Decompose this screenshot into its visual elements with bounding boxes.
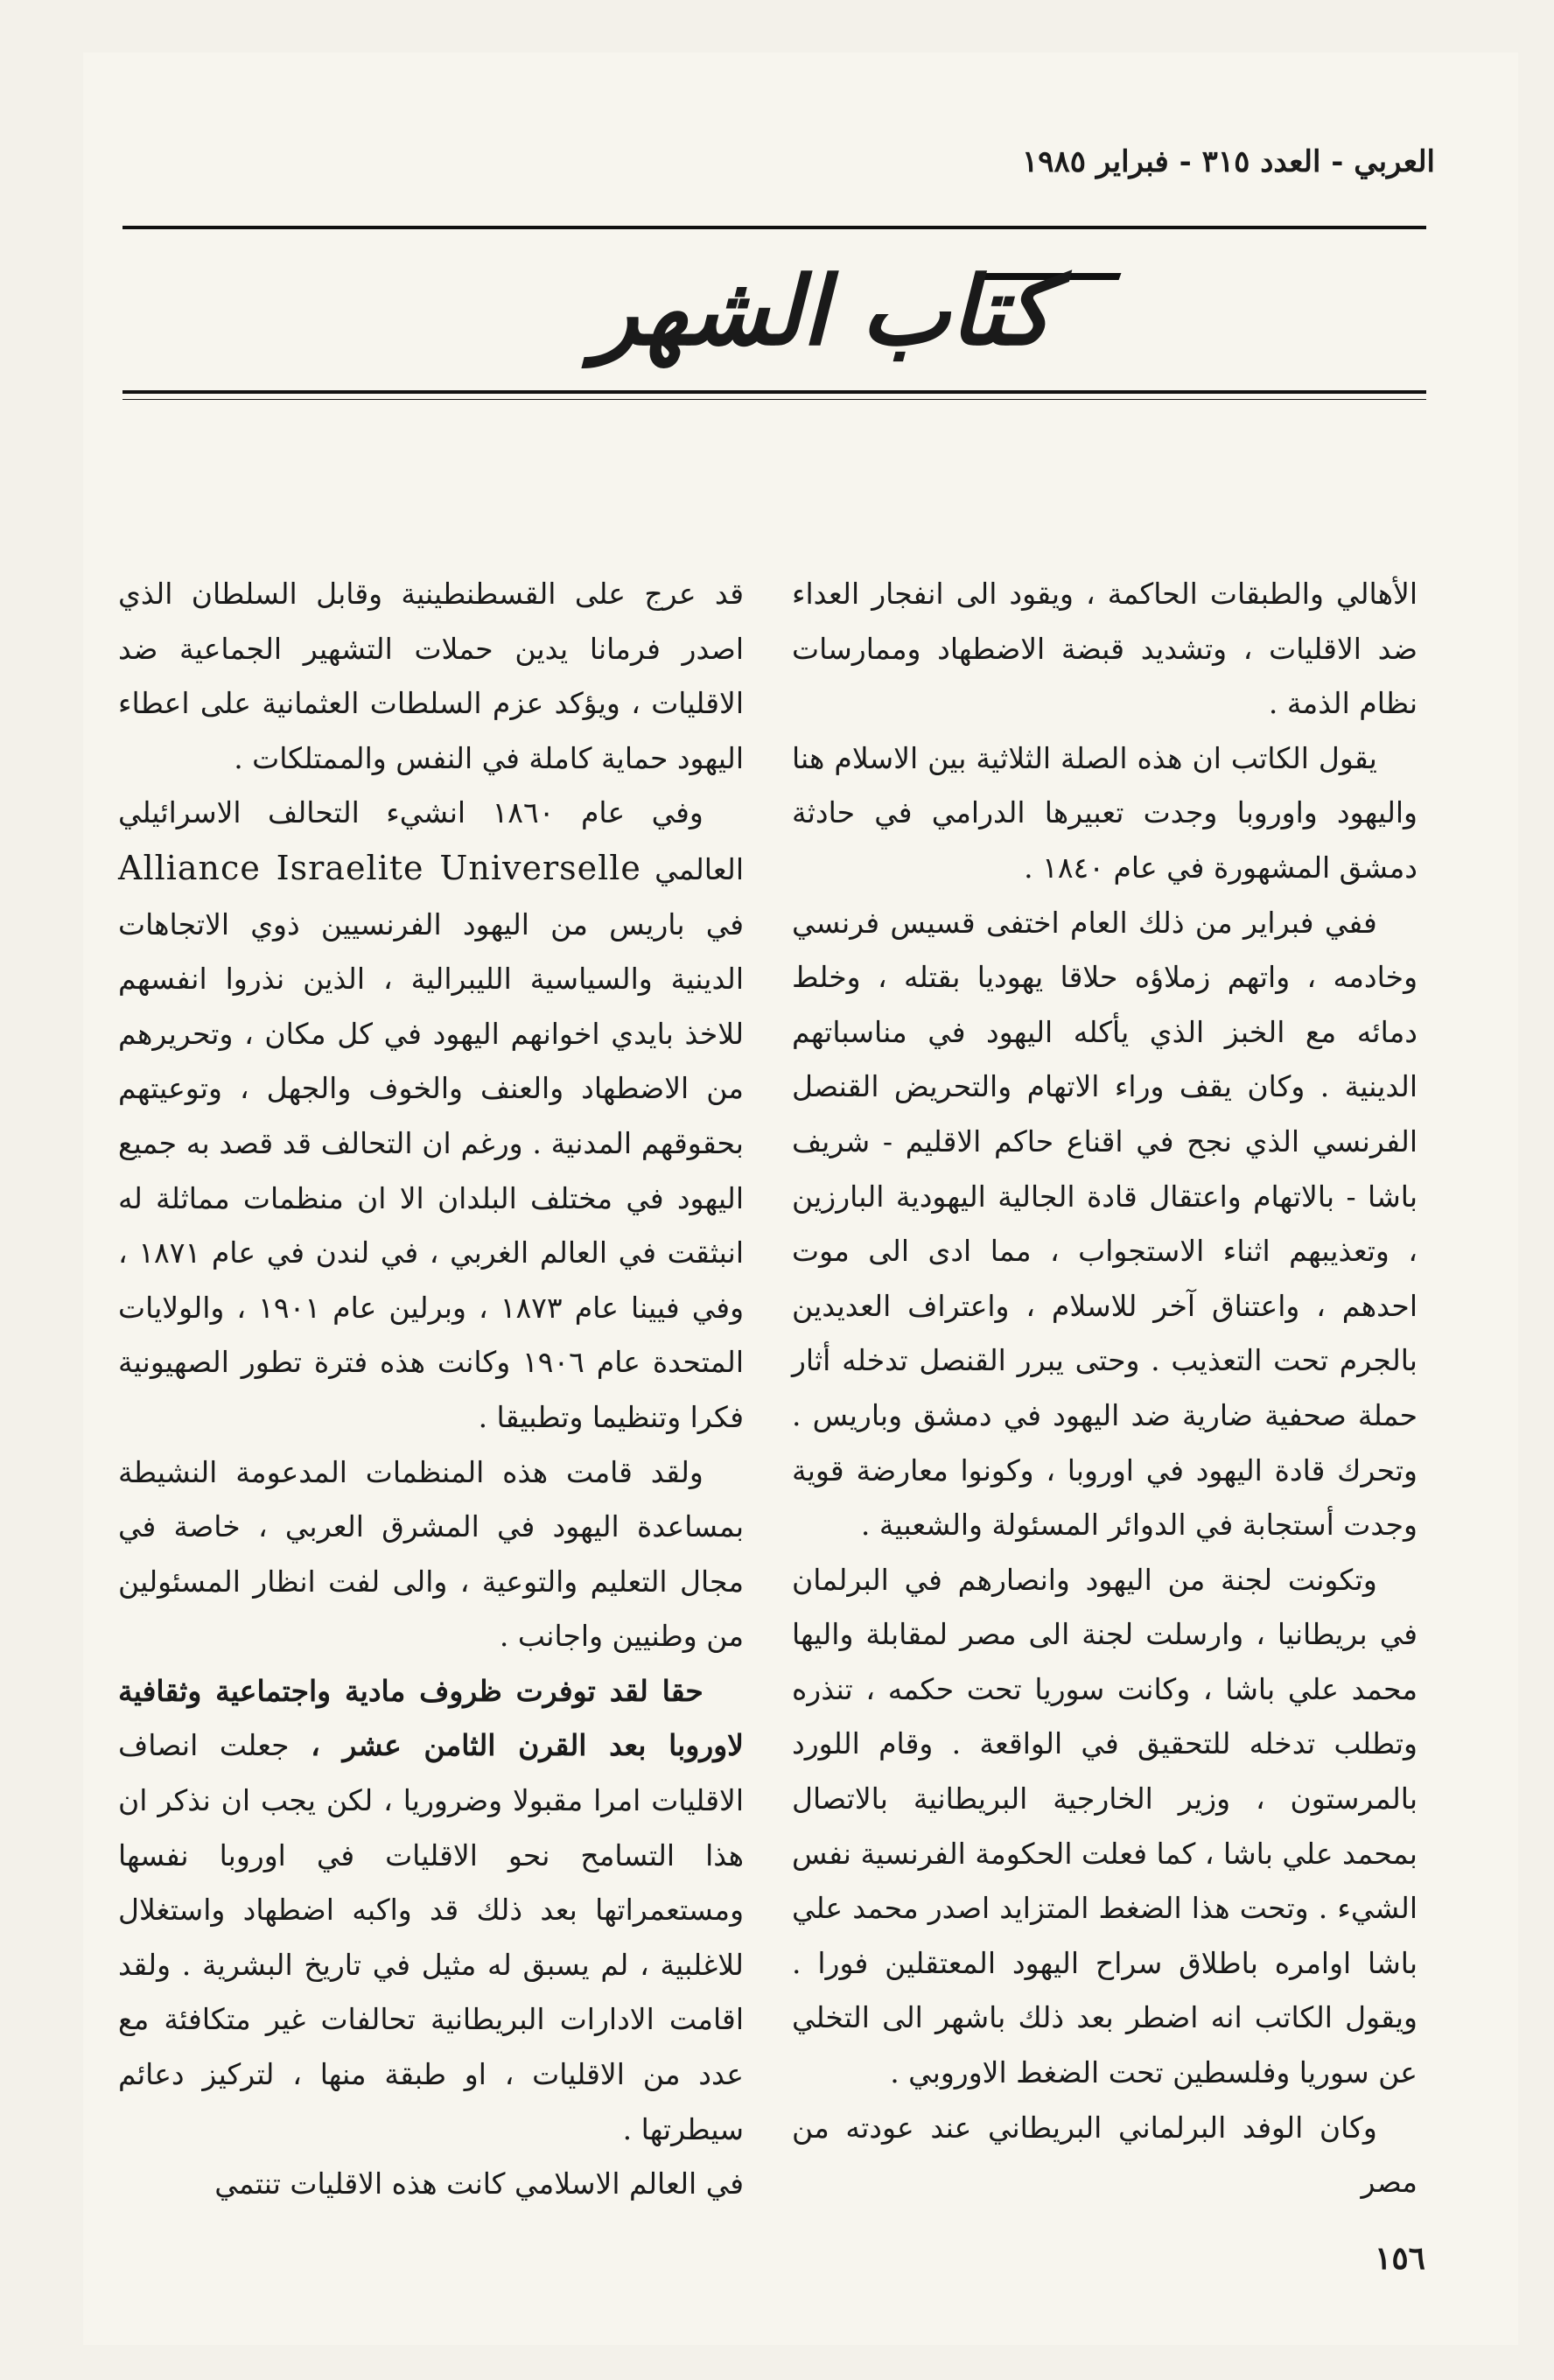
paragraph-alliance (118, 786, 744, 1445)
page-number: ١٥٦ (1374, 2240, 1425, 2277)
alliance-latin-name: Alliance Israelite Universelle (118, 848, 641, 887)
title-rule-top (122, 226, 1426, 229)
running-head: العربي - العدد ٣١٥ - فبراير ١٩٨٥ (1021, 144, 1435, 179)
paragraph-emphasis (118, 1664, 744, 2157)
paragraph: وكان الوفد البرلماني البريطاني عند عودته من مصر (792, 2110, 1418, 2200)
bold-lead-text: حقا لقد توفرت ظروف مادية واجتماعية وثقافية لاوروبا بعد القرن الثامن عشر ، (118, 1673, 744, 1763)
title-rule-bottom (122, 390, 1426, 394)
article-column-left (118, 567, 744, 2212)
paragraph: الأهالي والطبقات الحاكمة ، ويقود الى انفجار العداء ضد الاقليات ، وتشديد قبضة الاضطهاد وممارسات نظام الذمة . (792, 577, 1418, 721)
title-rule-bottom-thin (122, 399, 1426, 400)
article-column-right (792, 567, 1418, 2210)
paragraph: قد عرج على القسطنطينية وقابل السلطان الذي اصدر فرمانا يدين حملات التشهير الجماعية ضد الاقليات ، ويؤكد عزم السلطات العثمانية على اعطاء اليهود حماية كاملة في النفس والممتلكات . (118, 577, 744, 775)
paragraph: يقول الكاتب ان هذه الصلة الثلاثية بين الاسلام هنا واليهود واوروبا وجدت تعبيرها الدرامي في حادثة دمشق المشهورة في عام ١٨٤٠ . (792, 740, 1418, 885)
paragraph: ولقد قامت هذه المنظمات المدعومة النشيطة بمساعدة اليهود في المشرق العربي ، خاصة في مجال التعليم والتوعية ، والى لفت انظار المسئولين من وطنيين واجانب . (118, 1454, 744, 1654)
paragraph: ففي فبراير من ذلك العام اختفى قسيس فرنسي وخادمه ، واتهم زملاؤه حلاقا يهوديا بقتله ، وخلط دمائه مع الخبز الذي يأكله اليهود في مناسباتهم الدينية . وكان يقف وراء الاتهام والتحريض القنصل الفرنسي الذي نجح في اقناع حاكم الاقليم - شريف باشا - بالاتهام واعتقال قادة الجالية اليهودية البارزين ، وتعذيبهم اثناء الاستجواب ، مما ادى الى موت احدهم ، واعتناق آخر للاسلام ، واعتراف العديدين بالجرم تحت التعذيب . وحتى يبرر القنصل تدخله أثار حملة صحفية ضارية ضد اليهود في دمشق وباريس . وتحرك قادة اليهود في اوروبا ، وكونوا معارضة قوية وجدت أستجابة في الدوائر المسئولة والشعبية . (792, 905, 1418, 1543)
paragraph-text: جعلت انصاف الاقليات امرا مقبولا وضروريا ، لكن يجب ان نذكر ان هذا التسامح نحو الاقليات في اوروبا نفسها ومستعمراتها بعد ذلك قد واكبه اضطهاد واستغلال للاغلبية ، لم يسبق له مثيل في تاريخ البشرية . ولقد اقامت الادارات البريطانية تحالفات غير متكافئة مع عدد من الاقليات ، او طبقة منها ، لتركيز دعائم سيطرتها . (118, 1728, 744, 2146)
paragraph: في العالم الاسلامي كانت هذه الاقليات تنتمي (214, 2166, 744, 2202)
paragraph: وتكونت لجنة من اليهود وانصارهم في البرلمان في بريطانيا ، وارسلت لجنة الى مصر لمقابلة واليها محمد علي باشا ، وكانت سوريا تحت حكمه ، تنذره وتطلب تدخله للتحقيق في الواقعة . وقام اللورد بالمرستون ، وزير الخارجية البريطانية بالاتصال بمحمد علي باشا ، كما فعلت الحكومة الفرنسية نفس الشيء . وتحت هذا الضغط المتزايد اصدر محمد علي باشا اوامره باطلاق سراح اليهود المعتقلين فورا . ويقول الكاتب انه اضطر بعد ذلك باشهر الى التخلي عن سوريا وفلسطين تحت الضغط الاوروبي . (792, 1562, 1418, 2090)
paragraph-text: في باريس من اليهود الفرنسيين ذوي الاتجاهات الدينية والسياسية الليبرالية ، الذين نذروا انفسهم للاخذ بايدي اخوانهم اليهود في كل مكان ، وتحريرهم من الاضطهاد والعنف والخوف والجهل ، وتوعيتهم بحقوقهم المدنية . ورغم ان التحالف قد قصد به جميع اليهود في مختلف البلدان الا ان منظمات مماثلة له انبثقت في العالم الغربي ، في لندن في عام ١٨٧١ ، وفي فيينا عام ١٨٧٣ ، وبرلين عام ١٩٠١ ، والولايات المتحدة عام ١٩٠٦ وكانت هذه فترة تطور الصهيونية فكرا وتنظيما وتطبيقا . (118, 906, 745, 1434)
section-title: كتاب الشهر (592, 257, 1053, 367)
paragraph-text: وفي عام ١٨٦٠ انشيء التحالف الاسرائيلي العالمي (118, 795, 744, 886)
